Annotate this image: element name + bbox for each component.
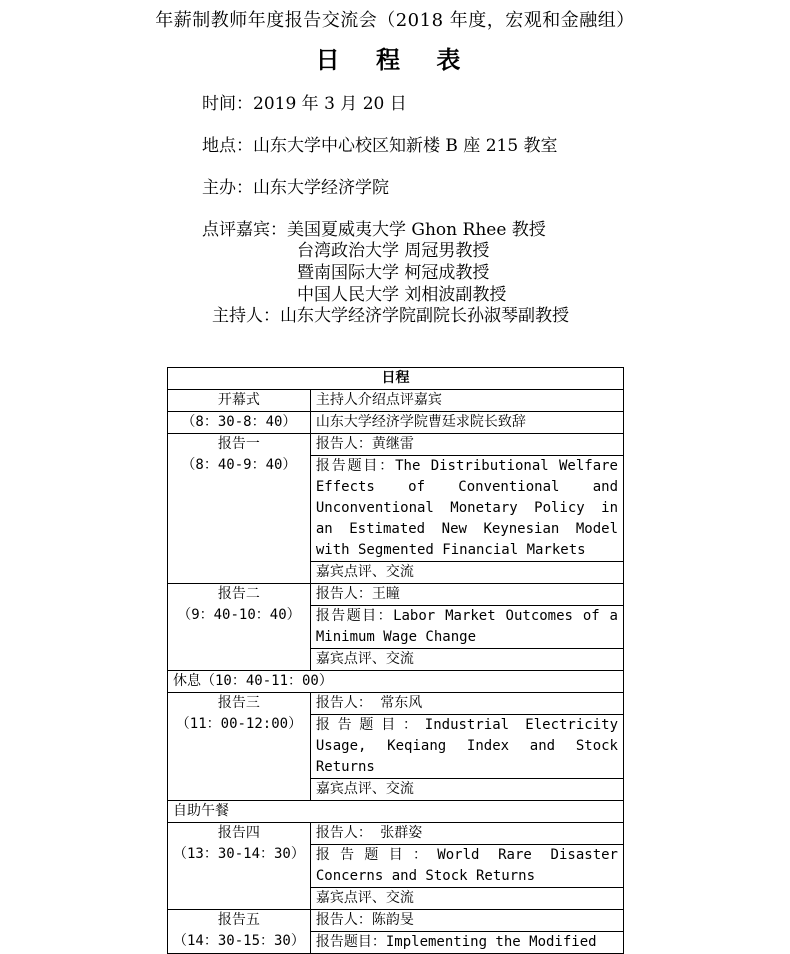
- reviewer-item: 中国人民大学 刘相波副教授: [297, 285, 507, 305]
- schedule-table: [167, 367, 624, 954]
- report-topic: 报告题目：Industrial Electricity Usage, Keqiang Index and Stock Returns: [310, 715, 623, 779]
- speaker: 报告人：黄继雷: [310, 434, 623, 456]
- session-time: （8：30-8：40）: [168, 412, 311, 434]
- speaker: 报告人： 常东风: [310, 693, 623, 715]
- session-name: 报告四: [217, 825, 260, 841]
- event-place: 地点：山东大学中心校区知新楼 B 座 215 教室: [202, 136, 558, 156]
- reviewers-line: 点评嘉宾：美国夏威夷大学 Ghon Rhee 教授: [202, 220, 546, 240]
- speaker: 报告人：陈韵旻: [310, 910, 623, 932]
- table-row: [168, 390, 624, 412]
- speaker: 报告人： 张群姿: [310, 823, 623, 845]
- report-topic: 报告题目：The Distributional Welfare Effects of Conventional and Unconventional Monetary Policy in an Estimated New Keynesian Model with Segmented Financial Markets: [310, 456, 623, 562]
- session-cell: [168, 434, 311, 584]
- table-row: [168, 801, 624, 823]
- session-time: （9：40-10：40）: [177, 607, 301, 623]
- table-row: [168, 412, 624, 434]
- session-time: （8：40-9：40）: [181, 457, 297, 473]
- reviewer-item: 暨南国际大学 柯冠成教授: [297, 263, 490, 283]
- table-row: [168, 823, 624, 845]
- schedule-title: 日程: [168, 368, 624, 390]
- break-row: 休息（10：40-11：00）: [168, 671, 624, 693]
- schedule-title-row: [168, 368, 624, 390]
- session-name: 报告一: [217, 436, 260, 452]
- session-cell: [168, 584, 311, 671]
- table-row: [168, 434, 624, 456]
- event-time: 时间：2019 年 3 月 20 日: [202, 94, 407, 114]
- discussion: 嘉宾点评、交流: [310, 779, 623, 801]
- session-cell: [168, 823, 311, 910]
- session-time: （14：30-15：30）: [173, 933, 305, 949]
- session-time: （11：00-12:00）: [175, 716, 303, 732]
- session-item: 主持人介绍点评嘉宾: [310, 390, 623, 412]
- report-topic: 报告题目：World Rare Disaster Concerns and Stock Returns: [310, 845, 623, 888]
- discussion: 嘉宾点评、交流: [310, 649, 623, 671]
- event-organizer: 主办：山东大学经济学院: [202, 178, 389, 198]
- discussion: 嘉宾点评、交流: [310, 562, 623, 584]
- session-name: 报告三: [217, 695, 260, 711]
- speaker: 报告人：王瞳: [310, 584, 623, 606]
- conference-heading: 年薪制教师年度报告交流会（2018 年度，宏观和金融组）: [155, 10, 635, 31]
- reviewer-item: 台湾政治大学 周冠男教授: [297, 241, 490, 261]
- session-cell: [168, 910, 311, 954]
- table-row: [168, 910, 624, 932]
- report-topic: 报告题目：Implementing the Modified: [310, 932, 623, 954]
- session-cell: [168, 693, 311, 801]
- session-name: 开幕式: [168, 390, 311, 412]
- report-topic: 报告题目：Labor Market Outcomes of a Minimum Wage Change: [310, 606, 623, 649]
- table-row: [168, 584, 624, 606]
- session-name: 报告二: [217, 586, 260, 602]
- table-row: [168, 693, 624, 715]
- session-name: 报告五: [217, 912, 260, 928]
- lunch-row: 自助午餐: [168, 801, 624, 823]
- table-row: [168, 671, 624, 693]
- page-title: 日 程 表: [315, 45, 475, 74]
- discussion: 嘉宾点评、交流: [310, 888, 623, 910]
- session-time: （13：30-14：30）: [173, 846, 305, 862]
- event-host: 主持人：山东大学经济学院副院长孙淑琴副教授: [212, 306, 569, 326]
- session-item: 山东大学经济学院曹廷求院长致辞: [310, 412, 623, 434]
